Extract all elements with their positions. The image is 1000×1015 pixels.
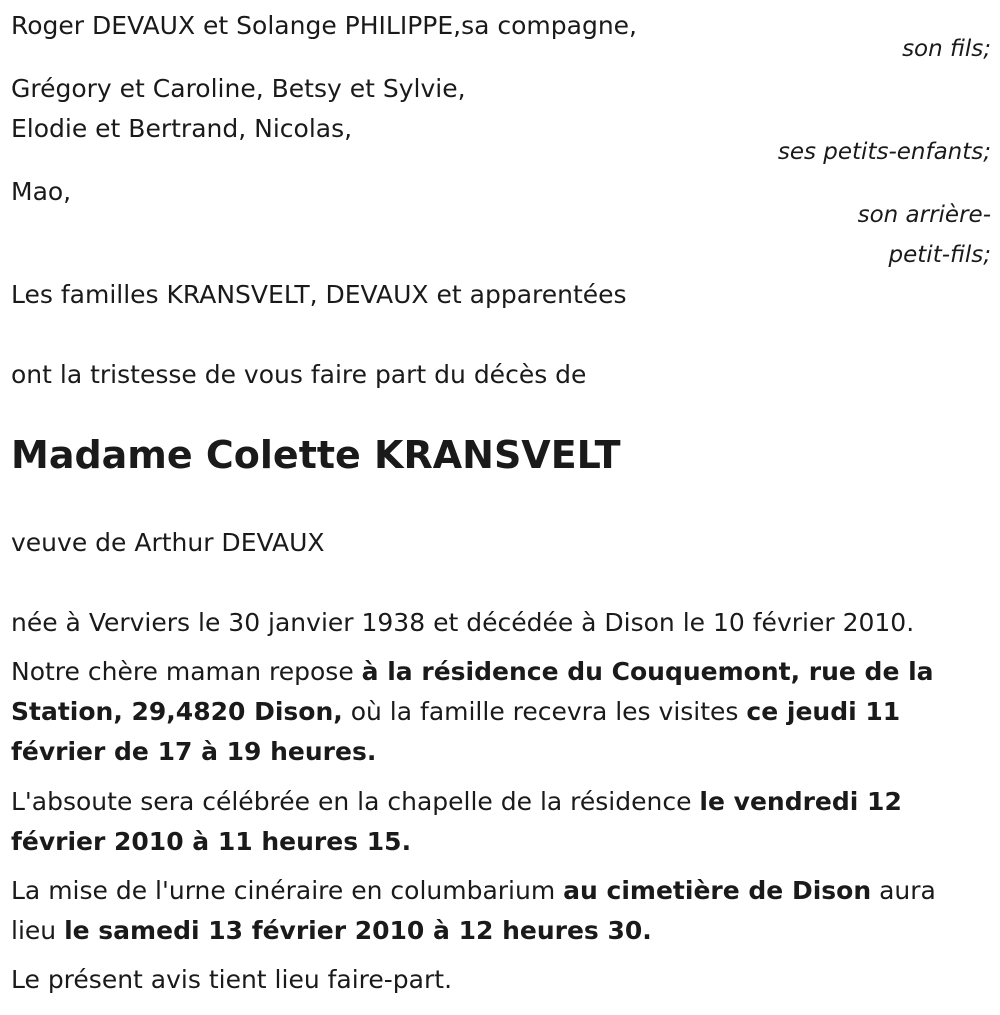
deceased-name: Madame Colette KRANSVELT (11, 433, 621, 477)
closing-line: Le présent avis tient lieu faire-part. (11, 965, 453, 994)
absoute-paragraph (11, 782, 961, 862)
role-son: son fils; (902, 36, 991, 62)
birth-death-dates: née à Verviers le 30 janvier 1938 et décédée à Dison le 10 février 2010. (11, 608, 915, 637)
role-great-grandson-1: son arrière- (857, 202, 991, 228)
urne-text-2: aura lieu (11, 876, 936, 945)
urne-text-1: La mise de l'urne cinéraire en columbarium (11, 876, 564, 905)
family-line-grandchildren-2: Elodie et Bertrand, Nicolas, (11, 114, 353, 143)
intro-text: ont la tristesse de vous faire part du décès de (11, 360, 587, 389)
visits-time: ce jeudi 11 février de 17 à 19 heures. (11, 697, 901, 766)
visits-location: à la résidence du Couquemont, rue de la Station, 29,4820 Dison, (11, 657, 934, 726)
visits-paragraph (11, 652, 993, 772)
family-line-great-grandson: Mao, (11, 177, 72, 206)
urne-time: le samedi 13 février 2010 à 12 heures 30. (64, 916, 652, 945)
family-line-families: Les familles KRANSVELT, DEVAUX et apparentées (11, 280, 627, 309)
role-great-grandson-2: petit-fils; (888, 242, 991, 268)
widow-line: veuve de Arthur DEVAUX (11, 528, 325, 557)
family-line-son: Roger DEVAUX et Solange PHILIPPE,sa compagne, (11, 11, 638, 40)
visits-text-1: Notre chère maman repose (11, 657, 362, 686)
urne-location: au cimetière de Dison (563, 876, 872, 905)
role-grandchildren: ses petits-enfants; (777, 139, 991, 165)
visits-text-2: où la famille recevra les visites (342, 697, 747, 726)
urne-paragraph (11, 871, 986, 951)
family-line-grandchildren-1: Grégory et Caroline, Betsy et Sylvie, (11, 74, 466, 103)
absoute-text: L'absoute sera célébrée en la chapelle de la résidence (11, 787, 700, 816)
absoute-time: le vendredi 12 février 2010 à 11 heures 15. (11, 787, 902, 856)
